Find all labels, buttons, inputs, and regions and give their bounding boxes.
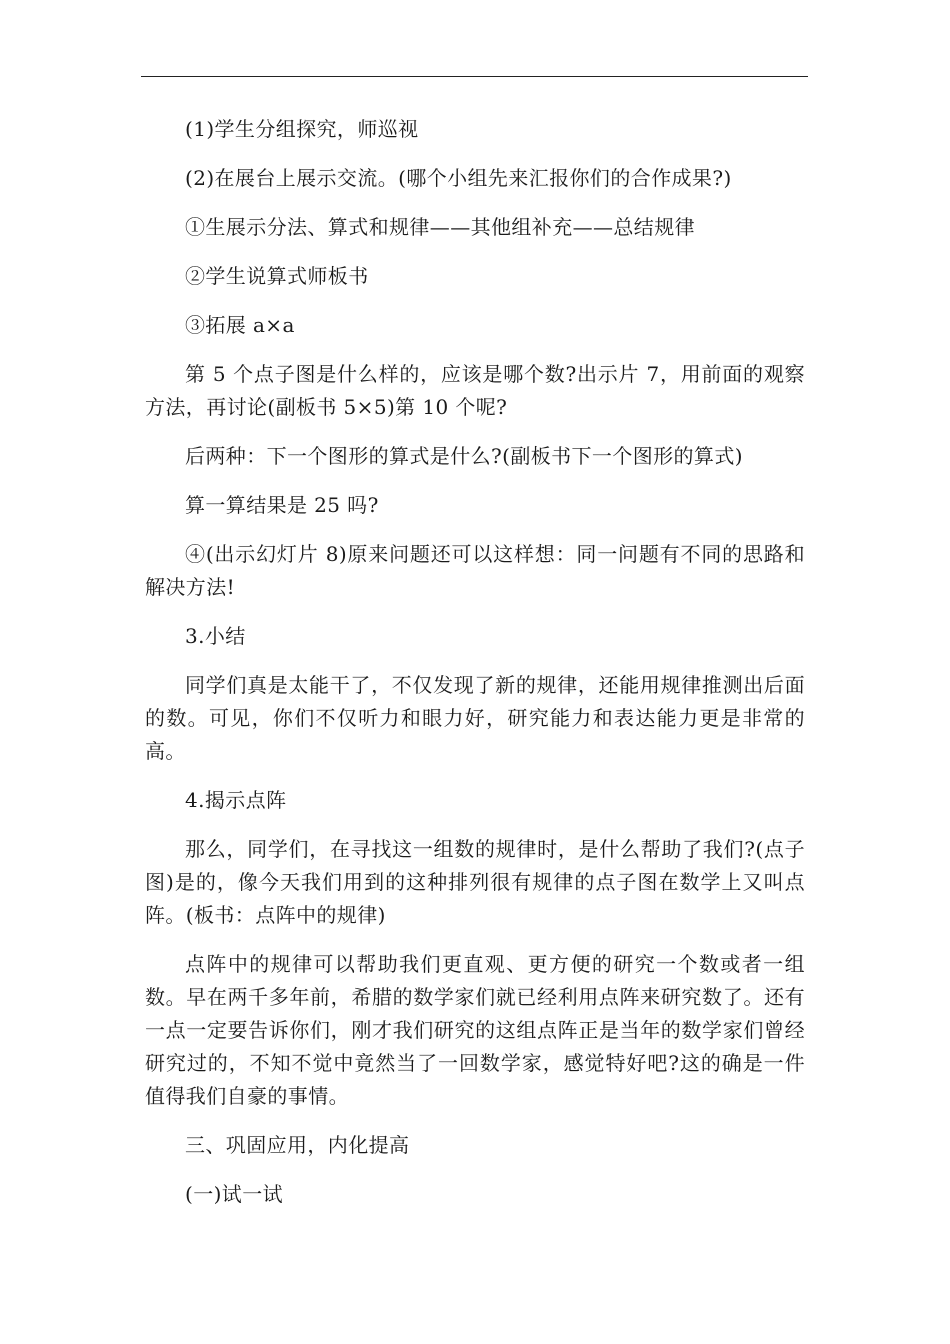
paragraph: 算一算结果是 25 吗? — [185, 493, 379, 517]
section-heading: 三、巩固应用，内化提高 — [185, 1133, 410, 1157]
section-heading: 4.揭示点阵 — [185, 788, 287, 812]
header-rule — [141, 76, 808, 77]
document-body — [145, 113, 805, 1227]
paragraph: ①生展示分法、算式和规律——其他组补充——总结规律 — [185, 215, 695, 239]
section-heading: 3.小结 — [185, 624, 246, 648]
paragraph: 同学们真是太能干了，不仅发现了新的规律，还能用规律推测出后面的数。可见，你们不仅听力和眼力好，研究能力和表达能力更是非常的高。 — [145, 673, 805, 763]
paragraph: (2)在展台上展示交流。(哪个小组先来汇报你们的合作成果?) — [185, 166, 732, 190]
paragraph: ②学生说算式师板书 — [185, 264, 369, 288]
paragraph: ④(出示幻灯片 8)原来问题还可以这样想：同一问题有不同的思路和解决方法! — [145, 542, 805, 599]
paragraph: 那么，同学们，在寻找这一组数的规律时，是什么帮助了我们?(点子图)是的，像今天我们用到的这种排列很有规律的点子图在数学上又叫点阵。(板书：点阵中的规律) — [145, 837, 805, 927]
paragraph: ③拓展 a×a — [185, 313, 295, 337]
paragraph: 后两种：下一个图形的算式是什么?(副板书下一个图形的算式) — [185, 444, 743, 468]
subsection-heading: (一)试一试 — [185, 1182, 284, 1206]
paragraph: 第 5 个点子图是什么样的，应该是哪个数?出示片 7，用前面的观察方法，再讨论(副板书 5×5)第 10 个呢? — [145, 362, 805, 419]
paragraph: (1)学生分组探究，师巡视 — [185, 117, 419, 141]
paragraph: 点阵中的规律可以帮助我们更直观、更方便的研究一个数或者一组数。早在两千多年前，希腊的数学家们就已经利用点阵来研究数了。还有一点一定要告诉你们，刚才我们研究的这组点阵正是当年的数学家们曾经研究过的，不知不觉中竟然当了一回数学家，感觉特好吧?这的确是一件值得我们自豪的事情。 — [145, 952, 805, 1108]
